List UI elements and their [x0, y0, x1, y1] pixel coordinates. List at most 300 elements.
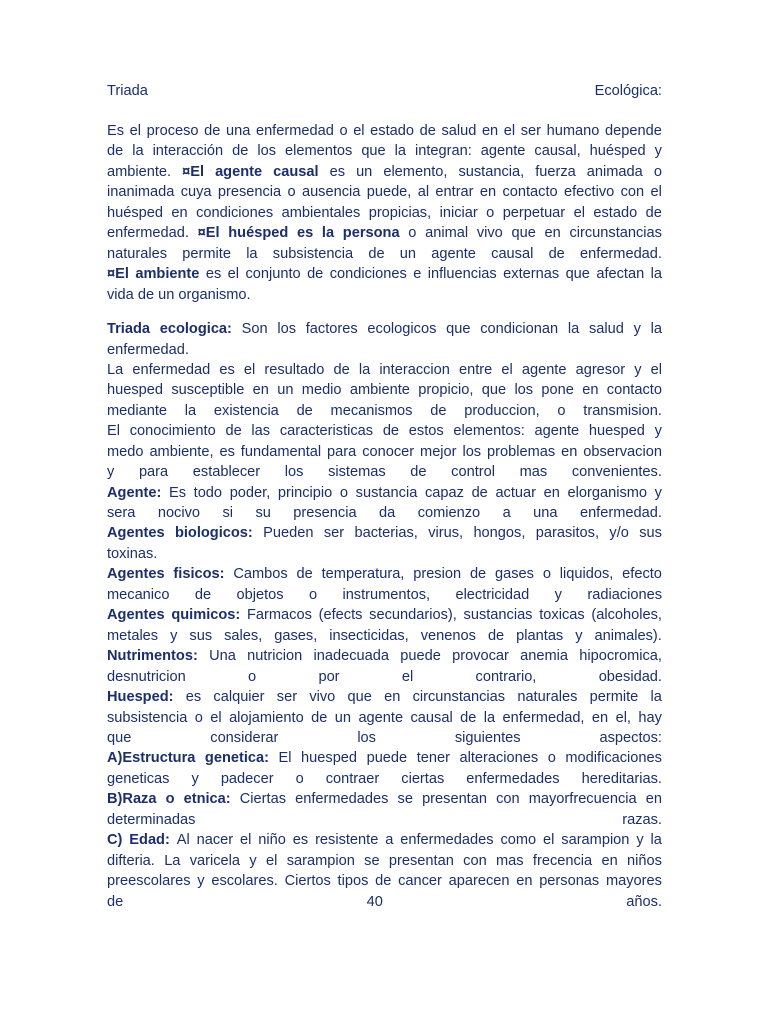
- word: inadecuada: [313, 648, 389, 664]
- word: que: [565, 266, 590, 282]
- word: efecto: [622, 566, 662, 582]
- word: el: [210, 710, 222, 726]
- word: plantas: [516, 628, 564, 644]
- word: convenientes.: [571, 464, 662, 480]
- text-line: [107, 223, 662, 243]
- bold-word: Nutrimentos:: [107, 648, 198, 664]
- word: desnutricion: [107, 669, 186, 685]
- word: La: [164, 853, 181, 869]
- word: geneticas: [107, 771, 170, 787]
- word: huesped: [107, 382, 163, 398]
- word: virus,: [428, 525, 464, 541]
- word: alteraciones: [459, 750, 539, 766]
- word: Cambos: [233, 566, 288, 582]
- text-line: [107, 401, 662, 421]
- text-line: [107, 483, 662, 503]
- text-line: [107, 748, 662, 768]
- word: agresor: [575, 362, 626, 378]
- bold-word: la: [321, 225, 335, 241]
- word: enfermedad: [132, 362, 211, 378]
- word: alojamiento: [229, 710, 304, 726]
- text-line: [107, 564, 662, 584]
- word: y: [654, 485, 662, 501]
- word: e: [413, 266, 422, 282]
- word: Farmacos: [247, 607, 312, 623]
- word: la: [567, 321, 580, 337]
- word: enfermedad.: [580, 246, 662, 262]
- word: sera: [107, 505, 136, 521]
- word: Ciertos: [284, 873, 331, 889]
- word: presentan: [422, 791, 487, 807]
- word: la: [184, 403, 197, 419]
- word: es: [219, 362, 235, 378]
- word: al: [417, 184, 430, 200]
- word: en: [582, 382, 599, 398]
- word: que: [347, 689, 372, 705]
- word: ser: [520, 123, 542, 139]
- word: contrario,: [475, 669, 537, 685]
- word: elementos:: [453, 423, 525, 439]
- word: sarampion: [561, 832, 630, 848]
- word: influencias: [427, 266, 497, 282]
- word: integran:: [415, 143, 472, 159]
- word: padecer: [220, 771, 274, 787]
- word: es: [185, 689, 202, 705]
- word: mayorfrecuencia: [528, 791, 637, 807]
- word: y: [249, 853, 257, 869]
- word: es: [219, 444, 235, 460]
- word: de: [368, 246, 385, 262]
- word: el: [353, 123, 365, 139]
- word: temperatura,: [321, 566, 405, 582]
- word: o: [557, 403, 566, 419]
- word: la: [650, 266, 662, 282]
- word: vivo: [309, 689, 336, 705]
- word: sustancias: [463, 607, 533, 623]
- word: poder,: [229, 485, 271, 501]
- word: produccion,: [464, 403, 540, 419]
- text-line: [107, 442, 662, 462]
- word: de: [307, 266, 324, 282]
- word: o: [339, 485, 349, 501]
- word: enfermedad.: [107, 225, 189, 241]
- word: aspectos:: [599, 730, 662, 746]
- word: o: [287, 184, 296, 200]
- word: en: [516, 873, 533, 889]
- text-line: [107, 141, 662, 161]
- text-line: [107, 360, 662, 380]
- word: contacto: [606, 382, 662, 398]
- word: puede: [400, 648, 441, 664]
- word: conjunto: [245, 266, 301, 282]
- word: hipocromica,: [579, 648, 662, 664]
- word: los: [284, 464, 304, 480]
- word: el: [266, 853, 278, 869]
- word: gases: [495, 566, 534, 582]
- word: permite: [182, 246, 231, 262]
- word: circunstancias: [412, 689, 506, 705]
- word: presentan: [388, 853, 454, 869]
- word: de: [548, 246, 565, 262]
- word: de: [419, 123, 436, 139]
- word: o: [542, 566, 551, 582]
- word: sustancia: [355, 485, 418, 501]
- word: aparecen: [448, 873, 510, 889]
- word: observacion: [583, 444, 662, 460]
- bold-word: Huesped:: [107, 689, 174, 705]
- word: interaccion: [379, 362, 450, 378]
- word: conocer: [362, 444, 415, 460]
- word: el: [650, 184, 662, 200]
- text-line: [107, 162, 662, 182]
- word: cancer: [398, 873, 442, 889]
- word: y: [197, 873, 205, 889]
- word: y/o: [609, 525, 629, 541]
- word: sarampion: [286, 853, 355, 869]
- word: elorganismo: [567, 485, 648, 501]
- word: resistente: [315, 832, 379, 848]
- text-span: vida de un organismo.: [107, 287, 251, 303]
- word: con: [620, 184, 645, 200]
- word: si: [222, 505, 233, 521]
- bold-word: biologicos:: [174, 525, 253, 541]
- word: ausencia: [301, 184, 361, 200]
- word: de: [225, 423, 242, 439]
- word: humano: [546, 123, 600, 139]
- bold-word: B)Raza: [107, 791, 157, 807]
- bold-word: C): [107, 832, 123, 848]
- text-line: [107, 851, 662, 871]
- word: da: [379, 505, 396, 521]
- word: de: [469, 566, 487, 582]
- word: capaz: [424, 485, 464, 501]
- word: de: [204, 123, 221, 139]
- word: sistemas: [328, 464, 386, 480]
- word: para: [138, 464, 169, 480]
- word: enfermedad,: [502, 710, 585, 726]
- text-line: [107, 769, 662, 789]
- word: mas: [496, 853, 524, 869]
- word: niño: [258, 832, 286, 848]
- bold-word: ecologica:: [159, 321, 232, 337]
- word: salud: [588, 321, 624, 337]
- word: considerar: [210, 730, 279, 746]
- word: inanimada: [107, 184, 175, 200]
- text-line: [107, 319, 662, 339]
- word: condiciones: [329, 266, 407, 282]
- word: animales).: [594, 628, 662, 644]
- word: condicionan: [480, 321, 559, 337]
- word: de: [107, 143, 124, 159]
- word: el: [573, 205, 585, 221]
- word: el: [240, 832, 252, 848]
- word: resultado: [264, 362, 325, 378]
- word: ser: [323, 525, 345, 541]
- word: problemas: [487, 444, 556, 460]
- text-line: [107, 830, 662, 850]
- word: objetos: [236, 587, 284, 603]
- word: es: [205, 266, 222, 282]
- word: enfermedad.: [579, 505, 662, 521]
- word: un: [356, 164, 373, 180]
- word: mayores: [605, 873, 662, 889]
- word: existencia: [213, 403, 279, 419]
- word: la: [394, 143, 407, 159]
- word: perpetuar: [502, 205, 566, 221]
- word: mediante: [107, 403, 168, 419]
- word: a: [502, 505, 511, 521]
- word: interacción: [152, 143, 224, 159]
- word: el: [401, 669, 414, 685]
- bold-word: agente: [215, 164, 263, 180]
- word: años.: [626, 894, 662, 910]
- word: o: [248, 669, 257, 685]
- word: su: [255, 505, 271, 521]
- word: entrar: [435, 184, 474, 200]
- word: metales: [107, 628, 159, 644]
- word: mejor: [420, 444, 457, 460]
- word: de: [296, 403, 313, 419]
- word: venenos: [420, 628, 476, 644]
- word: medo: [107, 444, 144, 460]
- word: en: [561, 444, 578, 460]
- word: y: [575, 628, 583, 644]
- word: efectivo: [563, 184, 615, 200]
- word: o: [339, 123, 348, 139]
- word: condiciones: [196, 205, 274, 221]
- text-line: [107, 203, 662, 223]
- bold-word: ¤El: [182, 164, 205, 180]
- word: puede,: [366, 184, 412, 200]
- word: por: [318, 669, 340, 685]
- word: cuya: [180, 184, 212, 200]
- word: tipos: [337, 873, 369, 889]
- word: transmision.: [583, 403, 662, 419]
- text-line: [107, 285, 662, 305]
- word: sus: [639, 525, 662, 541]
- word: una: [533, 505, 558, 521]
- word: el: [503, 123, 516, 139]
- word: a: [385, 832, 394, 848]
- word: Ecológica:: [594, 83, 662, 99]
- word: en: [252, 382, 269, 398]
- word: animada: [586, 164, 643, 180]
- text-line: [107, 182, 662, 202]
- word: salud: [441, 123, 477, 139]
- word: naturales: [107, 246, 168, 262]
- word: o: [295, 771, 304, 787]
- word: conocimiento: [129, 423, 216, 439]
- word: (alcoholes,: [591, 607, 662, 623]
- word: 40: [366, 894, 383, 910]
- text-line: [107, 421, 662, 441]
- word: comienzo: [417, 505, 481, 521]
- word: agente: [480, 143, 526, 159]
- word: agente: [358, 710, 404, 726]
- word: en: [171, 205, 188, 221]
- text-line: [107, 503, 662, 523]
- bold-word: o: [165, 791, 175, 807]
- bold-word: es: [296, 225, 314, 241]
- word: es: [329, 164, 346, 180]
- word: y: [636, 832, 644, 848]
- word: enfermedades: [295, 791, 389, 807]
- text-line: [107, 264, 662, 284]
- word: o: [547, 750, 556, 766]
- word: mecanismos: [330, 403, 413, 419]
- word: o: [308, 587, 318, 603]
- word: hereditarias.: [581, 771, 662, 787]
- text-line: [107, 708, 662, 728]
- word: caracteristicas: [279, 423, 374, 439]
- word: en: [544, 225, 561, 241]
- word: causal: [410, 710, 453, 726]
- word: pone: [541, 382, 574, 398]
- word: radiaciones: [587, 587, 662, 603]
- text-line: [107, 340, 662, 360]
- word: todo: [193, 485, 223, 501]
- text-line: [107, 380, 662, 400]
- word: El: [278, 750, 292, 766]
- word: estos: [408, 423, 444, 439]
- word: factores: [305, 321, 358, 337]
- word: naturales: [517, 689, 578, 705]
- bold-word: Agentes: [107, 607, 165, 623]
- word: gases,: [274, 628, 318, 644]
- word: vivo: [476, 225, 503, 241]
- text-line: [107, 789, 662, 809]
- word: la: [650, 832, 662, 848]
- word: y: [107, 464, 115, 480]
- word: la: [132, 143, 144, 159]
- word: de: [311, 710, 328, 726]
- bold-word: ambiente: [135, 266, 200, 282]
- word: anemia: [520, 648, 568, 664]
- word: o: [486, 205, 495, 221]
- text-line: [107, 244, 662, 264]
- word: Ciertas: [239, 791, 286, 807]
- word: el: [501, 362, 513, 378]
- word: entre: [459, 362, 493, 378]
- word: los: [357, 730, 376, 746]
- word: la: [650, 321, 662, 337]
- word: nocivo: [157, 505, 201, 521]
- word: ser: [276, 689, 298, 705]
- text-line: [107, 605, 662, 625]
- text-line: [107, 667, 662, 687]
- word: en: [384, 689, 401, 705]
- word: sus: [189, 628, 213, 644]
- word: fuerza: [535, 164, 576, 180]
- word: instrumentos,: [342, 587, 431, 603]
- word: y: [654, 143, 662, 159]
- word: propicias,: [368, 205, 432, 221]
- bold-word: etnica:: [183, 791, 231, 807]
- word: de: [107, 894, 124, 910]
- word: razas.: [622, 812, 662, 828]
- word: subsistencia: [107, 710, 188, 726]
- word: Una: [209, 648, 236, 664]
- word: huesped: [301, 750, 358, 766]
- word: la: [246, 246, 258, 262]
- bold-word: quimicos:: [171, 607, 241, 623]
- word: o: [653, 164, 662, 180]
- word: en: [481, 123, 499, 139]
- word: de: [645, 205, 662, 221]
- text-line: [107, 462, 662, 482]
- word: determinadas: [107, 812, 196, 828]
- word: de: [460, 710, 477, 726]
- word: en: [591, 710, 609, 726]
- word: o: [408, 225, 417, 241]
- word: liquidos,: [559, 566, 614, 582]
- word: permite: [589, 689, 639, 705]
- word: mecanico: [107, 587, 170, 603]
- bold-word: Agentes: [107, 525, 165, 541]
- word: varicela: [189, 853, 241, 869]
- word: parasitos,: [535, 525, 600, 541]
- word: siguientes: [454, 730, 521, 746]
- word: para: [327, 444, 357, 460]
- word: actuar: [495, 485, 536, 501]
- text-line: [107, 81, 662, 101]
- word: de: [410, 464, 427, 480]
- bold-word: Edad:: [129, 832, 170, 848]
- word: la: [650, 689, 662, 705]
- word: modificaciones: [565, 750, 662, 766]
- bold-word: Triada: [107, 321, 150, 337]
- word: control: [451, 464, 495, 480]
- word: los: [462, 444, 482, 460]
- word: Triada: [107, 83, 148, 99]
- word: obesidad.: [598, 669, 662, 685]
- word: el: [543, 832, 555, 848]
- word: un: [399, 246, 417, 262]
- word: enfermedades: [466, 771, 560, 787]
- word: que: [107, 730, 132, 746]
- word: causal,: [534, 143, 581, 159]
- text-line: [107, 728, 662, 748]
- word: huésped: [107, 205, 163, 221]
- word: toxicas: [539, 607, 585, 623]
- bold-word: fisicos:: [173, 566, 225, 582]
- word: de: [430, 403, 447, 419]
- bold-word: ¤El: [197, 225, 220, 241]
- word: elemento,: [383, 164, 448, 180]
- bold-word: ¤El: [107, 266, 129, 282]
- word: mas: [519, 464, 548, 480]
- word: de: [487, 628, 505, 644]
- text-line: [107, 687, 662, 707]
- word: nacer: [196, 832, 234, 848]
- word: las: [251, 423, 271, 439]
- word: presencia: [293, 505, 357, 521]
- word: que: [481, 382, 507, 398]
- word: Al: [176, 832, 190, 848]
- word: con: [463, 853, 487, 869]
- word: un: [334, 710, 352, 726]
- word: en: [601, 853, 618, 869]
- word: de: [194, 587, 212, 603]
- text-line: [107, 892, 662, 912]
- word: de: [296, 566, 313, 582]
- word: frecencia: [532, 853, 593, 869]
- word: ambientales: [281, 205, 361, 221]
- word: con: [496, 791, 520, 807]
- word: ambiente: [349, 382, 410, 398]
- word: de: [232, 143, 249, 159]
- word: el,: [615, 710, 631, 726]
